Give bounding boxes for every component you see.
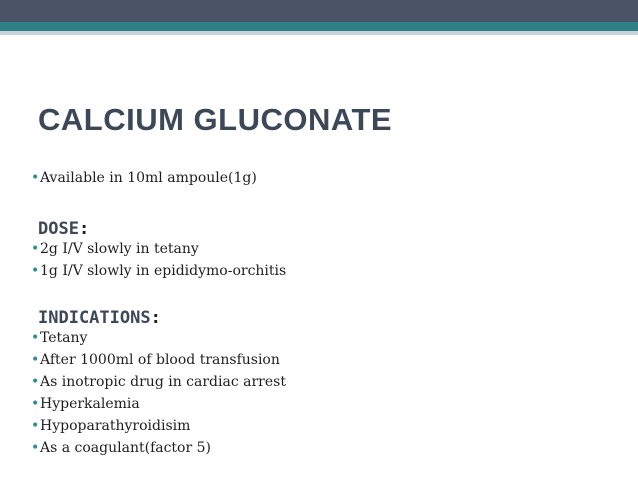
list-item (31, 260, 286, 282)
bullet-icon: • (31, 374, 40, 390)
list-item-text: Available in 10ml ampoule(1g) (40, 170, 257, 186)
slide-title: CALCIUM GLUCONATE (38, 102, 393, 137)
bullet-icon: • (31, 352, 40, 368)
indications-heading-colon: : (150, 308, 161, 328)
list-item (31, 437, 286, 459)
indications-heading-label: INDICATIONS (38, 308, 151, 328)
list-item-text: After 1000ml of blood transfusion (40, 352, 280, 368)
bullet-icon: • (31, 440, 40, 456)
header-band (0, 0, 638, 22)
list-item (31, 238, 286, 260)
dose-heading (38, 219, 89, 239)
list-item-text: Hyperkalemia (40, 396, 140, 412)
bullet-icon: • (31, 418, 40, 434)
dose-heading-label: DOSE (38, 219, 79, 239)
bullet-icon: • (31, 263, 40, 279)
list-item (31, 167, 257, 189)
header-accent-band (0, 22, 638, 31)
list-item-text: As inotropic drug in cardiac arrest (40, 374, 286, 390)
list-item (31, 327, 286, 349)
list-item-text: Hypoparathyroidisim (40, 418, 191, 434)
indications-list (31, 327, 286, 459)
list-item (31, 371, 286, 393)
list-item-text: As a coagulant(factor 5) (40, 440, 212, 456)
bullet-icon: • (31, 396, 40, 412)
intro-list (31, 167, 257, 189)
list-item-text: Tetany (40, 330, 88, 346)
bullet-icon: • (31, 241, 40, 257)
header-accent-stripe (0, 31, 638, 35)
list-item (31, 349, 286, 371)
list-item (31, 415, 286, 437)
bullet-icon: • (31, 170, 40, 186)
list-item-text: 1g I/V slowly in epididymo-orchitis (40, 263, 287, 279)
indications-heading (38, 308, 161, 328)
dose-heading-colon: : (78, 219, 90, 239)
bullet-icon: • (31, 330, 40, 346)
list-item (31, 393, 286, 415)
dose-list (31, 238, 286, 282)
list-item-text: 2g I/V slowly in tetany (40, 241, 199, 257)
